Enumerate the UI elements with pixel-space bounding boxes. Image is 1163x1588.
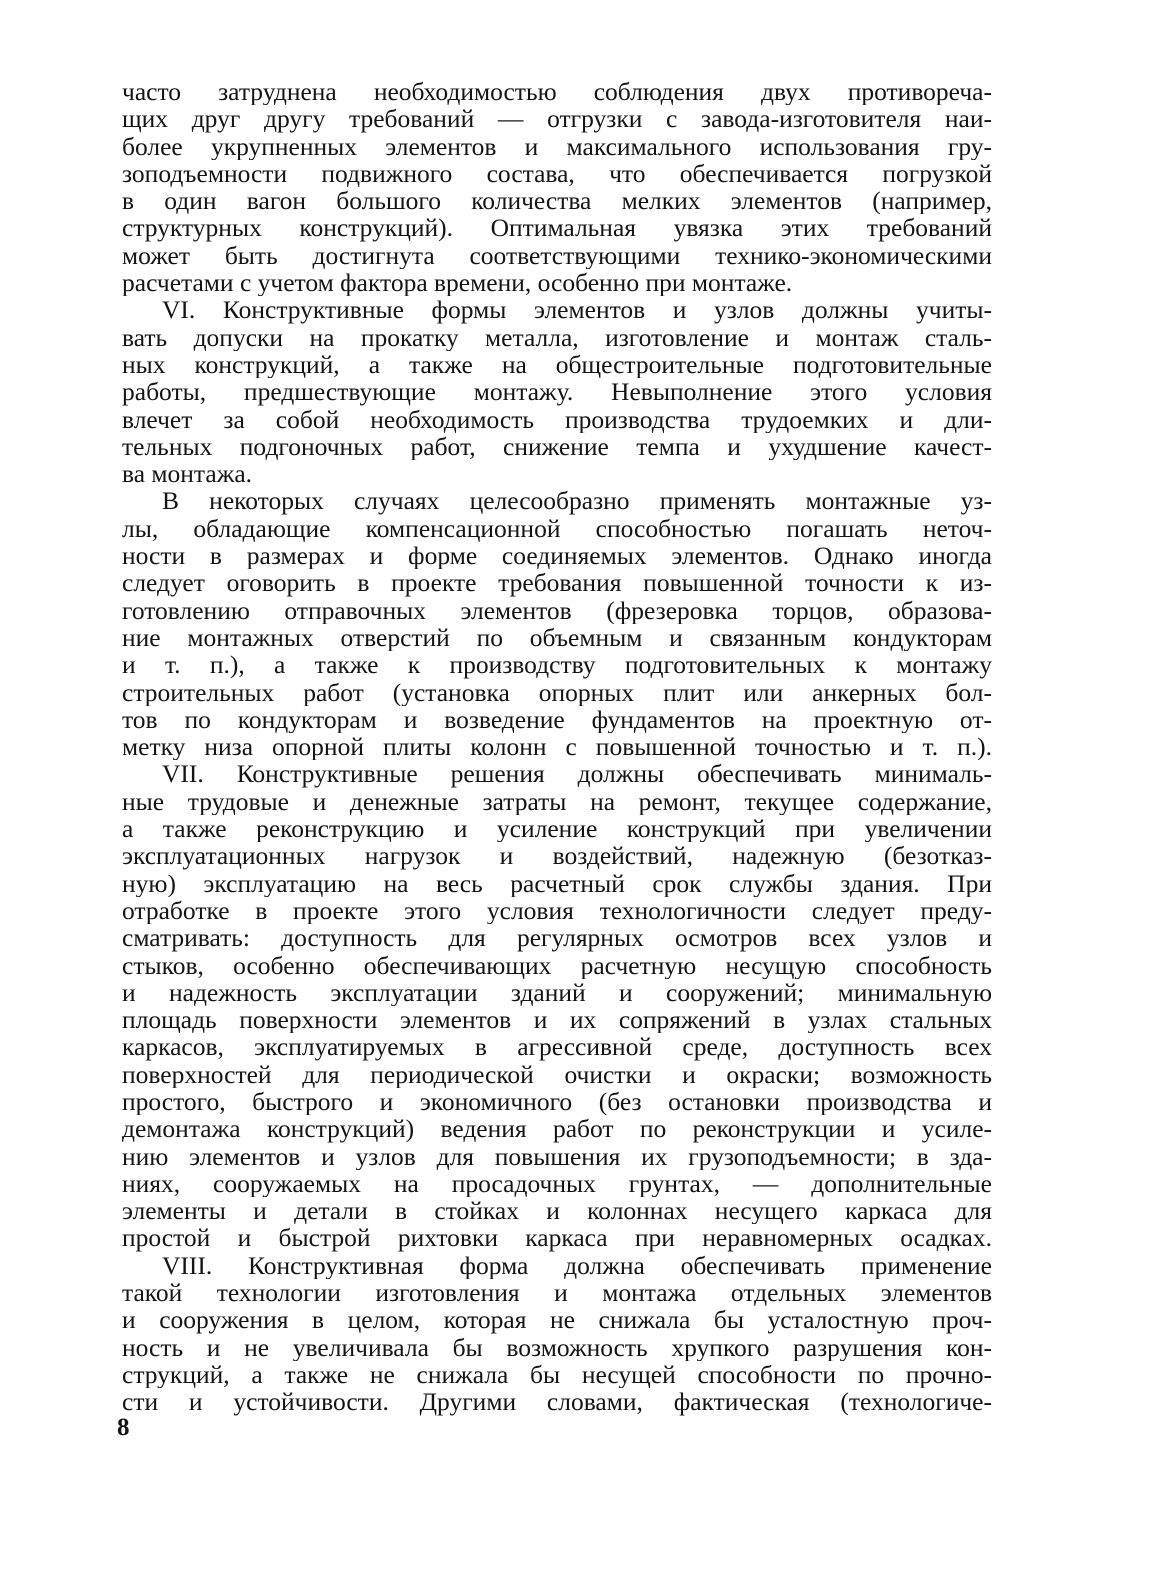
- text-line: а также реконструкцию и усиление конструкций при увеличении: [122, 815, 992, 843]
- text-line: сти и устойчивости. Другими словами, фактическая (технологиче-: [122, 1388, 992, 1416]
- text-line: более укрупненных элементов и максимального использования гру-: [122, 132, 992, 160]
- text-line: готовлению отправочных элементов (фрезеровка торцов, образова-: [122, 596, 992, 624]
- text-line: тов по кондукторам и возведение фундаментов на проектную от-: [122, 705, 992, 734]
- text-line: работы, предшествующие монтажу. Невыполнение этого условия: [122, 378, 992, 406]
- text-line: ных конструкций, а также на общестроительные подготовительные: [122, 350, 992, 379]
- text-line: VIII. Конструктивная форма должна обеспечивать применение: [162, 1251, 992, 1280]
- text-line: ную) эксплуатацию на весь расчетный срок службы здания. При: [122, 869, 992, 897]
- text-line: ность и не увеличивала бы возможность хрупкого разрушения кон-: [122, 1333, 992, 1361]
- text-line: эксплуатационных нагрузок и воздействий, надежную (безотказ-: [122, 842, 992, 870]
- text-line: ние монтажных отверстий по объемным и связанным кондукторам: [122, 623, 992, 652]
- text-line: ниях, сооружаемых на просадочных грунтах, — дополнительные: [122, 1169, 992, 1198]
- text-line: ные трудовые и денежные затраты на ремонт, текущее содержание,: [122, 787, 992, 816]
- text-line: простой и быстрой рихтовки каркаса при неравномерных осадках.: [122, 1224, 992, 1252]
- text-line: следует оговорить в проекте требования повышенной точности к из-: [122, 569, 992, 597]
- text-line: и т. п.), а также к производству подготовительных к монтажу: [122, 651, 992, 679]
- text-line: и сооружения в целом, которая не снижала бы усталостную проч-: [122, 1306, 992, 1334]
- text-line: сматривать: доступность для регулярных осмотров всех узлов и: [122, 924, 992, 952]
- text-line: щих друг другу требований — отгрузки с завода-изготовителя наи-: [122, 105, 992, 133]
- text-line: лы, обладающие компенсационной способностью погашать неточ-: [122, 514, 992, 543]
- text-line: строительных работ (установка опорных плит или анкерных бол-: [122, 678, 992, 706]
- text-line: зоподъемности подвижного состава, что обеспечивается погрузкой: [122, 159, 992, 188]
- text-line: такой технологии изготовления и монтажа отдельных элементов: [122, 1279, 992, 1307]
- text-line: площадь поверхности элементов и их сопряжений в узлах стальных: [122, 1006, 992, 1034]
- text-line: каркасов, эксплуатируемых в агрессивной среде, доступность всех: [122, 1033, 992, 1061]
- text-line: вать допуски на прокатку металла, изготовление и монтаж сталь-: [122, 323, 992, 351]
- text-line: В некоторых случаях целесообразно применять монтажные уз-: [162, 487, 992, 515]
- text-line: ва монтажа.: [122, 460, 253, 488]
- text-line: VII. Конструктивные решения должны обеспечивать минималь-: [162, 760, 992, 788]
- text-line: часто затруднена необходимостью соблюдения двух противореча-: [122, 78, 992, 106]
- text-line: и надежность эксплуатации зданий и сооружений; минимальную: [122, 978, 992, 1007]
- text-line: отработке в проекте этого условия технологичности следует преду-: [122, 896, 992, 925]
- text-line: может быть достигнута соответствующими технико-экономическими: [122, 241, 992, 270]
- page-body: [122, 78, 992, 1416]
- text-line: тельных подгоночных работ, снижение темпа и ухудшение качест-: [122, 432, 992, 461]
- text-line: струкций, а также не снижала бы несущей способности по прочно-: [122, 1360, 992, 1389]
- text-line: поверхностей для периодической очистки и окраски; возможность: [122, 1060, 992, 1088]
- text-line: расчетами с учетом фактора времени, особенно при монтаже.: [122, 269, 793, 297]
- text-line: влечет за собой необходимость производства трудоемких и дли-: [122, 405, 992, 433]
- text-line: в один вагон большого количества мелких элементов (например,: [122, 187, 992, 215]
- text-line: стыков, особенно обеспечивающих расчетную несущую способность: [122, 951, 992, 979]
- text-line: структурных конструкций). Оптимальная увязка этих требований: [122, 214, 992, 242]
- text-line: нию элементов и узлов для повышения их грузоподъемности; в зда-: [122, 1142, 992, 1170]
- text-line: VI. Конструктивные формы элементов и узлов должны учиты-: [162, 296, 992, 324]
- text-line: метку низа опорной плиты колонн с повышенной точностью и т. п.).: [122, 733, 992, 761]
- text-line: простого, быстрого и экономичного (без остановки производства и: [122, 1087, 992, 1116]
- text-line: ности в размерах и форме соединяемых элементов. Однако иногда: [122, 542, 992, 570]
- text-line: элементы и детали в стойках и колоннах несущего каркаса для: [122, 1197, 992, 1225]
- page-number: 8: [117, 1414, 130, 1441]
- text-line: демонтажа конструкций) ведения работ по реконструкции и усиле-: [122, 1115, 992, 1143]
